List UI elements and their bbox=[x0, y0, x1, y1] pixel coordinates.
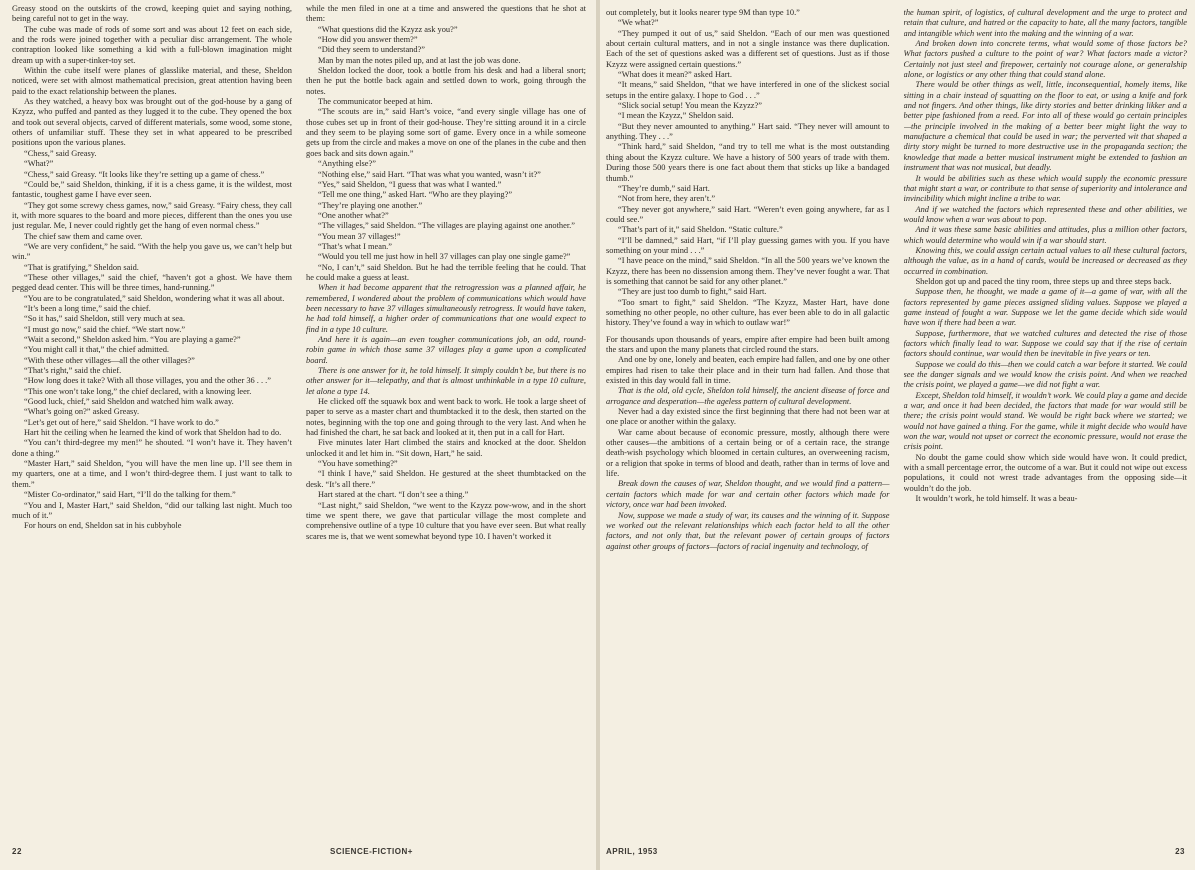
paragraph: That is the old, old cycle, Sheldon told himself, the ancient disease of force and arrogance and desperation—the ageless pattern of cultural development. bbox=[606, 386, 890, 406]
paragraph: “Nothing else,” said Hart. “That was what you wanted, wasn’t it?” bbox=[318, 169, 541, 179]
paragraph: “These other villages,” said the chief, “haven’t got a ghost. We have them pegged dead center. This will be three times, hand-running.” bbox=[12, 272, 292, 293]
paragraph: “I have peace on the mind,” said Sheldon. “In all the 500 years we’ve known the Kzyzz, there has been no dissension among them. They’ve never fought a war. That is something that cannot be said for any other planet.” bbox=[606, 256, 890, 286]
paragraph: “That’s right,” said the chief. bbox=[24, 366, 122, 376]
paragraph: Suppose then, he thought, we made a game of it—a game of war, with all the factors represented by game pieces assigned sliding values. Suppose we played a game instead of fought a war. Suppose we let the game decide which side would have won if there had been a war. bbox=[903, 287, 1187, 328]
paragraph: “How long does it take? With all those villages, you and the other 36 . . .” bbox=[24, 376, 271, 386]
paragraph: the human spirit, of logistics, of cultural development and the urge to protect and retain that culture, and hatred or the capacity to hate, all the many factors, tangible and intangible which went into the making and the winning of a war. bbox=[903, 8, 1187, 38]
paragraph: “You and I, Master Hart,” said Sheldon, “did our talking last night. Much too much of it.” bbox=[12, 500, 292, 520]
right-page bbox=[600, 0, 1195, 870]
paragraph: “The scouts are in,” said Hart’s voice, “and every single village has one of those cubes set up in front of their god-house. They’re sitting around it in a circle and they seem to be playing some sort of game. Every once in a while someone gets up from the circle and makes a move on one of the planes in the cube and then goes back and sits down again.” bbox=[306, 107, 586, 158]
paragraph: “They pumped it out of us,” said Sheldon. “Each of our men was questioned about certain cultural matters, and in not a single instance was there duplication. Each of the set of questions asked was a different set of questions. Just as if those Kzyzz were assigned certain questions.” bbox=[606, 28, 890, 69]
paragraph: “Chess,” said Greasy. “It looks like they’re setting up a game of chess.” bbox=[24, 169, 265, 179]
section-opening-paragraph: For thousands upon thousands of years, empire after empire had been built among the stars and upon the many planets that circled round the stars. bbox=[606, 334, 890, 354]
paragraph: “With these other villages—all the other villages?” bbox=[24, 355, 195, 365]
paragraph: “Slick social setup! You mean the Kzyzz?” bbox=[618, 101, 762, 111]
paragraph: He clicked off the squawk box and went back to work. He took a large sheet of paper to serve as a master chart and thumbtacked it to the desk, then started on the notes, beginning with the top one and going through to the very last. And when he had finished the chart, he sat back and looked at it, then put in a call for Hart. bbox=[306, 397, 586, 438]
paragraph: “They are just too dumb to fight,” said Hart. bbox=[618, 287, 767, 297]
paragraph: “We what?” bbox=[618, 18, 659, 28]
paragraph: “Think hard,” said Sheldon, “and try to tell me what is the most outstanding thing about the Kzyzz culture. We have a history of 500 years of trade with them. During those 500 years there is one fact about them that sticks up like a bandaged thumb.” bbox=[606, 142, 890, 183]
paragraph: It would be abilities such as these which would supply the economic pressure that might start a war, or contribute to that sense of superiority and intolerance and invincibility which might incline a tribe to war. bbox=[903, 173, 1187, 204]
paragraph: As they watched, a heavy box was brought out of the god-house by a gang of Kzyzz, who puffed and panted as they lugged it to the cube. They opened the box and took out several objects, carved of different materials, some wood, some stone, others of unfamiliar stuff. These they set in what appeared to be prescribed positions upon the various planes. bbox=[12, 97, 292, 148]
left-column-2 bbox=[306, 4, 586, 839]
paragraph: “They’re dumb,” said Hart. bbox=[618, 183, 710, 193]
paragraph: “We are very confident,” he said. “With the help you gave us, we can’t help but win.” bbox=[12, 241, 292, 262]
paragraph: And if we watched the factors which represented these and other abilities, we would know when a war was about to pop. bbox=[903, 204, 1187, 224]
paragraph: War came about because of economic pressure, mostly, although there were other causes—the ambitions of a certain being or of a certain race, the strange death-wish psychology which bloomed in certain cultures, an overweening racism, or a religion that spoke in terms of blood and death, rather than in terms of love and life. bbox=[606, 427, 890, 479]
paragraph: “What questions did the Kzyzz ask you?” bbox=[318, 24, 458, 34]
paragraph: “The villages,” said Sheldon. “The villages are playing against one another.” bbox=[318, 221, 575, 231]
paragraph: “Would you tell me just how in hell 37 villages can play one single game?” bbox=[318, 252, 571, 262]
paragraph: Within the cube itself were planes of glasslike material, and these, Sheldon noticed, were set with almost mathematical precision, great attention having been paid to the exact relationship between the planes. bbox=[12, 66, 292, 96]
paragraph: “They’re playing one another.” bbox=[318, 200, 423, 210]
paragraph: “This one won’t take long,” the chief declared, with a knowing leer. bbox=[24, 386, 252, 396]
paragraph: And it was these same basic abilities and attitudes, plus a million other factors, which would determine who would win if a war should start. bbox=[903, 225, 1187, 245]
paragraph: “Could be,” said Sheldon, thinking, if it is a chess game, it is the wildest, most fantastic, toughest game I have ever seen. bbox=[12, 179, 292, 200]
paragraph: “That is gratifying,” Sheldon said. bbox=[24, 262, 139, 272]
paragraph: “That’s what I mean.” bbox=[318, 241, 392, 251]
paragraph: “I must go now,” said the chief. “We start now.” bbox=[24, 324, 186, 334]
paragraph: “I’ll be damned,” said Hart, “if I’ll play guessing games with you. If you have something on your mind . . .” bbox=[606, 235, 890, 255]
paragraph: “Not from here, they aren’t.” bbox=[618, 194, 716, 204]
paragraph: “So it has,” said Sheldon, still very much at sea. bbox=[24, 314, 185, 324]
paragraph: It wouldn’t work, he told himself. It was a beau- bbox=[915, 494, 1078, 504]
paragraph: “Let’s get out of here,” said Sheldon. “I have work to do.” bbox=[24, 417, 219, 427]
paragraph: “I think I have,” said Sheldon. He gestured at the sheet thumbtacked on the desk. “It’s all there.” bbox=[306, 469, 586, 489]
paragraph: Sheldon locked the door, took a bottle from his desk and had a liberal snort; then he put the bottle back again and settled down to work, going through the notes. bbox=[306, 66, 586, 96]
paragraph: “What?” bbox=[24, 159, 54, 169]
paragraph: Knowing this, we could assign certain actual values to all these cultural factors, although the value, as in a hand of cards, would be increased or decreased as they occurred in combination. bbox=[903, 245, 1187, 276]
paragraph: “Yes,” said Sheldon, “I guess that was what I wanted.” bbox=[318, 179, 502, 189]
paragraph: “You have something?” bbox=[318, 459, 398, 469]
magazine-title: SCIENCE-FICTION+ bbox=[330, 847, 413, 856]
paragraph: Suppose, furthermore, that we watched cultures and detected the rise of those factors which finally lead to war. Suppose we could say that if the rise of certain factors should continue, war would then be inevitable in five years or ten. bbox=[903, 328, 1187, 359]
paragraph: Hart hit the ceiling when he learned the kind of work that Sheldon had to do. bbox=[24, 428, 282, 438]
paragraph: “Master Hart,” said Sheldon, “you will have the men line up. I’ll see them in my quarters, one at a time, and I won’t third-degree them. I just want to talk to them.” bbox=[12, 459, 292, 489]
paragraph: “You mean 37 villages!” bbox=[318, 231, 401, 241]
page-number: 22 bbox=[12, 847, 22, 856]
paragraph: Sheldon got up and paced the tiny room, three steps up and three steps back. bbox=[915, 276, 1172, 286]
paragraph: And here it is again—an even tougher communications job, an odd, round-robin game in which those same 37 villages play a game upon a complicated board. bbox=[306, 335, 586, 365]
paragraph: “You might call it that,” the chief admitted. bbox=[24, 345, 169, 355]
paragraph: Never had a day existed since the first beginning that there had not been war at one place or another within the galaxy. bbox=[606, 407, 890, 427]
page-number: 23 bbox=[1175, 847, 1185, 856]
paragraph: “Wait a second,” Sheldon asked him. “You are playing a game?” bbox=[24, 335, 241, 344]
paragraph: “Good luck, chief,” said Sheldon and watched him walk away. bbox=[24, 397, 234, 407]
paragraph: “Last night,” said Sheldon, “we went to the Kzyzz pow-wow, and in the short time we spent there, we gave that particular village the most complete and comprehensive outline of a type 10 culture that you have ever seen. But what really scares me is, that we went somewhat beyond type 10. I haven’t worked it bbox=[306, 500, 586, 541]
paragraph: “Chess,” said Greasy. bbox=[24, 148, 97, 158]
right-column-2 bbox=[904, 8, 1188, 843]
paragraph: “What’s going on?” asked Greasy. bbox=[24, 407, 140, 417]
paragraph: When it had become apparent that the retrogression was a planned affair, he remembered, I wondered about the problem of communications which would have been necessary to have 37 villages simultaneously retrogress. It would have taken, he had told himself, a higher order of communications that one would expect to find in a type 10 culture. bbox=[306, 283, 586, 334]
paragraph: The communicator beeped at him. bbox=[318, 97, 433, 107]
paragraph: “They got some screwy chess games, now,” said Greasy. “Fairy chess, they call it, with more squares to the board and more pieces, different than the ones you use just regular. Me, I never could rightly get the hang of even normal chess.” bbox=[12, 200, 292, 231]
paragraph: “You can’t third-degree my men!” he shouted. “I won’t have it. They haven’t done a thing.” bbox=[12, 438, 292, 458]
left-page bbox=[0, 0, 596, 870]
paragraph: while the men filed in one at a time and answered the questions that he shot at them: bbox=[306, 4, 586, 24]
paragraph: “It’s been a long time,” said the chief. bbox=[24, 303, 151, 313]
paragraph: “Tell me one thing,” asked Hart. “Who are they playing?” bbox=[318, 190, 513, 200]
paragraph: The chief saw them and came over. bbox=[24, 231, 143, 241]
paragraph: And broken down into concrete terms, what would some of those factors be? What factors pushed a culture to the point of war? What factors made a victor? Certainly not just steel and firepower, certainly not courage alone, or generalship alone, or logistics or any other thing that could stand alone. bbox=[903, 39, 1187, 80]
paragraph: “Mister Co-ordinator,” said Hart, “I’ll do the talking for them.” bbox=[24, 490, 236, 500]
paragraph: And one by one, lonely and beaten, each empire had fallen, and one by one other empires had risen to take their place and in their turn had fallen. And those that existed in this day would fall in time. bbox=[606, 355, 890, 386]
paragraph: Except, Sheldon told himself, it wouldn’t work. We could play a game and decide a war, and once it had been decided, the factors that made for war would still be there; the crisis point would stand. We would be right back where we started; we would not have gained a thing. For the game, while it might decide who would have won the war, would not upset or correct the economic pressure, would not erase the crisis point. bbox=[903, 390, 1187, 452]
paragraph: The cube was made of rods of some sort and was about 12 feet on each side, and the rods were joined together with a peculiar disc arrangement. The whole contraption looked like something a kid with a full-blown imagination might dream up with a super-tinker-toy set. bbox=[12, 24, 292, 65]
paragraph: No doubt the game could show which side would have won. It could predict, with a small percentage error, the outcome of a war. But it could not wipe out excess populations, it could not wrest trade advantages from the opposing side—it wouldn’t do the job. bbox=[903, 452, 1187, 493]
paragraph: “That’s part of it,” said Sheldon. “Static culture.” bbox=[618, 225, 783, 235]
paragraph: Man by man the notes piled up, and at last the job was done. bbox=[318, 55, 521, 65]
paragraph: “It means,” said Sheldon, “that we have interfered in one of the slickest social setups in the entire galaxy. I hope to God . . .” bbox=[606, 80, 890, 100]
issue-date: APRIL, 1953 bbox=[606, 847, 658, 856]
paragraph: “Did they seem to understand?” bbox=[318, 45, 425, 55]
paragraph: Hart stared at the chart. “I don’t see a thing.” bbox=[318, 490, 469, 500]
left-column-1 bbox=[12, 4, 292, 839]
paragraph: out completely, but it looks nearer type 9M than type 10.” bbox=[606, 8, 800, 17]
paragraph: “Too smart to fight,” said Sheldon. “The Kzyzz, Master Hart, have done something no other people, no other culture, has ever been able to do in all galactic history. They’ve found a way in which to outlaw war!” bbox=[606, 297, 890, 328]
paragraph: “I mean the Kzyzz,” Sheldon said. bbox=[618, 111, 734, 121]
paragraph: There would be other things as well, little, inconsequential, homely items, like sitting in a chair instead of squatting on the floor to eat, or using a knife and fork and not fingers. And other things, like dirty stories and better drinking likker and a better pipe fashioned from a reed. For into all of these would go certain principles—the principle involved in the making of a better beer might light the way to manufacture a chemical that could be used in war; the perverted wit that shaped a dirty story might be turned to more destructive use in the propaganda section; the knowledge that made a better musical instrument might be extended to fashion an instrument that was not musical, but deadly. bbox=[903, 80, 1187, 173]
paragraph: Now, suppose we made a study of war, its causes and the winning of it. Suppose we worked out the relevant relationships which each factor held to all the other factors, and not only that, but the relevant power of certain groups of factors against other groups of factors—factors of racial ingenuity and technology, of bbox=[606, 510, 890, 551]
paragraph: Greasy stood on the outskirts of the crowd, keeping quiet and saying nothing, being careful not to get in the way. bbox=[12, 4, 292, 24]
paragraph: “They never got anywhere,” said Hart. “Weren’t even going anywhere, far as I could see.” bbox=[606, 204, 890, 224]
paragraph: For hours on end, Sheldon sat in his cubbyhole bbox=[24, 521, 182, 531]
paragraph: “You are to be congratulated,” said Sheldon, wondering what it was all about. bbox=[24, 293, 285, 303]
paragraph: There is one answer for it, he told himself. It simply couldn’t be, but there is no other answer for it—telepathy, and that is almost unthinkable in a type 10 culture, let alone a type 14. bbox=[306, 366, 586, 396]
paragraph: “One another what?” bbox=[318, 210, 389, 220]
paragraph: “How did you answer them?” bbox=[318, 35, 418, 45]
right-column-1 bbox=[606, 8, 890, 843]
paragraph: Suppose we could do this—then we could catch a war before it started. We could see the danger signals and we would know the crisis point. And when we reached the crisis point, we played a game—we did not fight a war. bbox=[903, 359, 1187, 390]
paragraph: Break down the causes of war, Sheldon thought, and we would find a pattern—certain factors which made for war and certain other factors which made for victory, once war had been invoked. bbox=[606, 479, 890, 510]
paragraph: “No, I can’t,” said Sheldon. But he had the terrible feeling that he could. That he could make a guess at least. bbox=[306, 262, 586, 282]
paragraph: “Anything else?” bbox=[318, 159, 376, 169]
paragraph: “What does it mean?” asked Hart. bbox=[618, 70, 732, 80]
paragraph: “But they never amounted to anything.” Hart said. “They never will amount to anything. They . . .” bbox=[606, 121, 890, 142]
paragraph: Five minutes later Hart climbed the stairs and knocked at the door. Sheldon unlocked it and let him in. “Sit down, Hart,” he said. bbox=[306, 438, 586, 458]
